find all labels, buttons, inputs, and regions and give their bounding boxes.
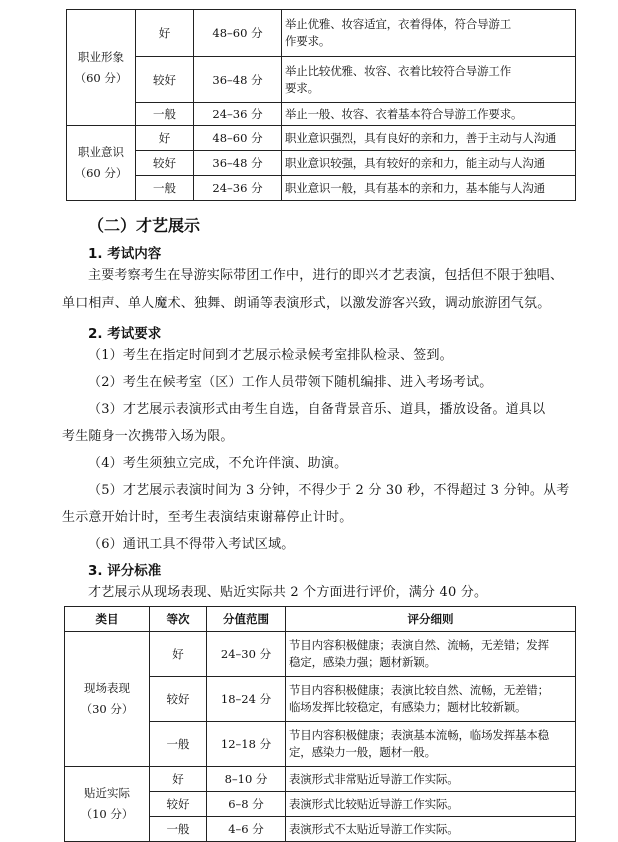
level-cell: 一般 [150,722,207,767]
range-cell: 48–60 分 [194,10,282,57]
desc-cell: 职业意识一般，具有基本的亲和力，基本能与人沟通 [282,176,576,201]
level-cell: 好 [136,10,194,57]
desc-cell: 举止一般、妆容、衣着基本符合导游工作要求。 [282,103,576,126]
requirement-item: （6）通讯工具不得带入考试区域。 [88,537,295,552]
paragraph-line: 单口相声、单人魔术、独舞、朗诵等表演形式，以激发游客兴致，调动旅游团气氛。 [62,296,551,311]
header-detail: 评分细则 [286,607,576,632]
range-cell: 6–8 分 [207,792,286,817]
range-cell: 4–6 分 [207,817,286,842]
level-cell: 一般 [136,176,194,201]
category-cell: 贴近实际 （10 分） [65,767,150,842]
desc-cell: 表演形式不太贴近导游工作实际。 [286,817,576,842]
header-level: 等次 [150,607,207,632]
requirement-item: （1）考生在指定时间到才艺展示检录候考室排队检录、签到。 [88,348,453,363]
range-cell: 48–60 分 [194,126,282,151]
requirement-item: 生示意开始计时，至考生表演结束谢幕停止计时。 [62,510,353,525]
table-row [67,10,576,57]
table-row [67,126,576,151]
category-cell: 职业意识 （60 分） [67,126,136,201]
score-table-2 [64,606,576,842]
range-cell: 18–24 分 [207,677,286,722]
level-cell: 好 [150,632,207,677]
category-cell: 职业形象 （60 分） [67,10,136,126]
header-range: 分值范围 [207,607,286,632]
level-cell: 较好 [136,151,194,176]
range-cell: 24–30 分 [207,632,286,677]
level-cell: 较好 [136,57,194,103]
requirement-item: （3）才艺展示表演形式由考生自选，自备背景音乐、道具，播放设备。道具以 [88,402,546,417]
table-row [65,632,576,677]
desc-cell: 职业意识强烈，具有良好的亲和力，善于主动与人沟通 [282,126,576,151]
subheading-scoring: 3. 评分标准 [88,563,162,579]
subheading-content: 1. 考试内容 [88,246,162,262]
paragraph-line: 主要考察考生在导游实际带团工作中，进行的即兴才艺表演，包括但不限于独唱、 [88,268,564,283]
desc-cell: 表演形式比较贴近导游工作实际。 [286,792,576,817]
requirement-item: （5）才艺展示表演时间为 3 分钟，不得少于 2 分 30 秒，不得超过 3 分钟。从考 [88,483,570,498]
score-table-1 [66,9,576,201]
desc-cell: 职业意识较强，具有较好的亲和力，能主动与人沟通 [282,151,576,176]
table-row [65,767,576,792]
table-row [67,57,576,103]
range-cell: 24–36 分 [194,103,282,126]
level-cell: 较好 [150,677,207,722]
table-row [67,103,576,126]
level-cell: 较好 [150,792,207,817]
category-cell: 现场表现 （30 分） [65,632,150,767]
scoring-intro: 才艺展示从现场表现、贴近实际共 2 个方面进行评价，满分 40 分。 [88,585,488,600]
range-cell: 8–10 分 [207,767,286,792]
range-cell: 36–48 分 [194,57,282,103]
range-cell: 36–48 分 [194,151,282,176]
desc-cell: 节目内容积极健康；表演自然、流畅，无差错；发挥 稳定，感染力强；题材新颖。 [286,632,576,677]
desc-cell: 表演形式非常贴近导游工作实际。 [286,767,576,792]
desc-cell: 节目内容积极健康；表演比较自然、流畅，无差错； 临场发挥比较稳定，有感染力；题材比较新颖。 [286,677,576,722]
header-category: 类目 [65,607,150,632]
requirement-item: 考生随身一次携带入场为限。 [62,429,234,444]
section-title: （二）才艺展示 [88,216,201,235]
desc-cell: 举止比较优雅、妆容、衣着比较符合导游工作 要求。 [282,57,576,103]
table-row [67,176,576,201]
level-cell: 一般 [150,817,207,842]
range-cell: 24–36 分 [194,176,282,201]
subheading-requirements: 2. 考试要求 [88,326,162,342]
desc-cell: 举止优雅、妆容适宜，衣着得体，符合导游工 作要求。 [282,10,576,57]
requirement-item: （2）考生在候考室（区）工作人员带领下随机编排、进入考场考试。 [88,375,493,390]
table-row [67,151,576,176]
requirement-item: （4）考生须独立完成，不允许伴演、助演。 [88,456,348,471]
level-cell: 一般 [136,103,194,126]
desc-cell: 节目内容积极健康；表演基本流畅，临场发挥基本稳 定，感染力一般，题材一般。 [286,722,576,767]
level-cell: 好 [136,126,194,151]
range-cell: 12–18 分 [207,722,286,767]
table-header-row [65,607,576,632]
level-cell: 好 [150,767,207,792]
